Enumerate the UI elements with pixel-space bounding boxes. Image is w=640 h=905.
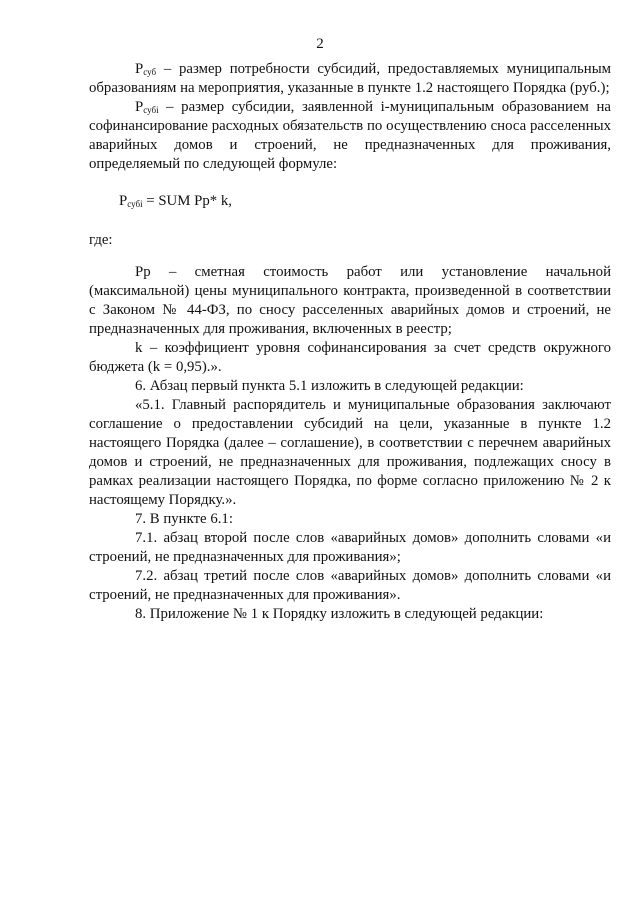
item-7-2: 7.2. абзац третий после слов «аварийных домов» дополнить словами «и строений, не предназначенных для проживания». — [89, 568, 611, 603]
where-label: где: — [89, 232, 113, 248]
definition-k: k – коэффициент уровня софинансирования за счет средств окружного бюджета (k = 0,95).». — [89, 340, 611, 375]
subscript-subi: субi — [143, 105, 159, 115]
definition-p-sub — [89, 60, 611, 98]
formula-symbol: Р — [119, 193, 128, 209]
symbol-p: Р — [135, 61, 144, 77]
item-7: 7. В пункте 6.1: — [135, 511, 233, 527]
subscript-sub: суб — [143, 67, 157, 77]
page-number: 2 — [316, 36, 324, 52]
symbol-p: Р — [135, 99, 144, 115]
definition-text: – размер потребности субсидий, предоставляемых муниципальным образованиям на мероприятия, указанные в пункте 1.2 настоящего Порядка (руб.); — [89, 61, 611, 96]
formula-subscript: субi — [127, 199, 143, 209]
definition-rr: Рр – сметная стоимость работ или установление начальной (максимальной) цены муниципального контракта, произведенной в соответствии с Законом № 44-ФЗ, по сносу расселенных аварийных домов и строений, не предназначенных для проживания, включенных в реестр; — [89, 264, 611, 337]
item-8: 8. Приложение № 1 к Порядку изложить в следующей редакции: — [135, 606, 544, 622]
definition-p-subi — [89, 98, 611, 174]
formula-rest: = SUM Рр* k, — [142, 193, 232, 209]
item-7-1: 7.1. абзац второй после слов «аварийных домов» дополнить словами «и строений, не предназначенных для проживания»; — [89, 530, 611, 565]
item-6: 6. Абзац первый пункта 5.1 изложить в следующей редакции: — [135, 378, 524, 394]
definition-text: – размер субсидии, заявленной i-муниципальным образованием на софинансирование расходных обязательств по осуществлению сноса расселенных аварийных домов и строений, не предназначенных для проживания, определяемый по следующей формуле: — [89, 99, 611, 172]
document-body — [89, 60, 611, 624]
item-6-text: «5.1. Главный распорядитель и муниципальные образования заключают соглашение о предоставлении субсидий на цели, указанные в пункте 1.2 настоящего Порядка (далее – соглашение), в соответствии с перечнем аварийных домов и строений, не предназначенных для проживания, подлежащих сносу в рамках реализации настоящего Порядка, по форме согласно приложению № 2 к настоящему Порядку.». — [89, 397, 611, 508]
formula — [89, 191, 611, 211]
